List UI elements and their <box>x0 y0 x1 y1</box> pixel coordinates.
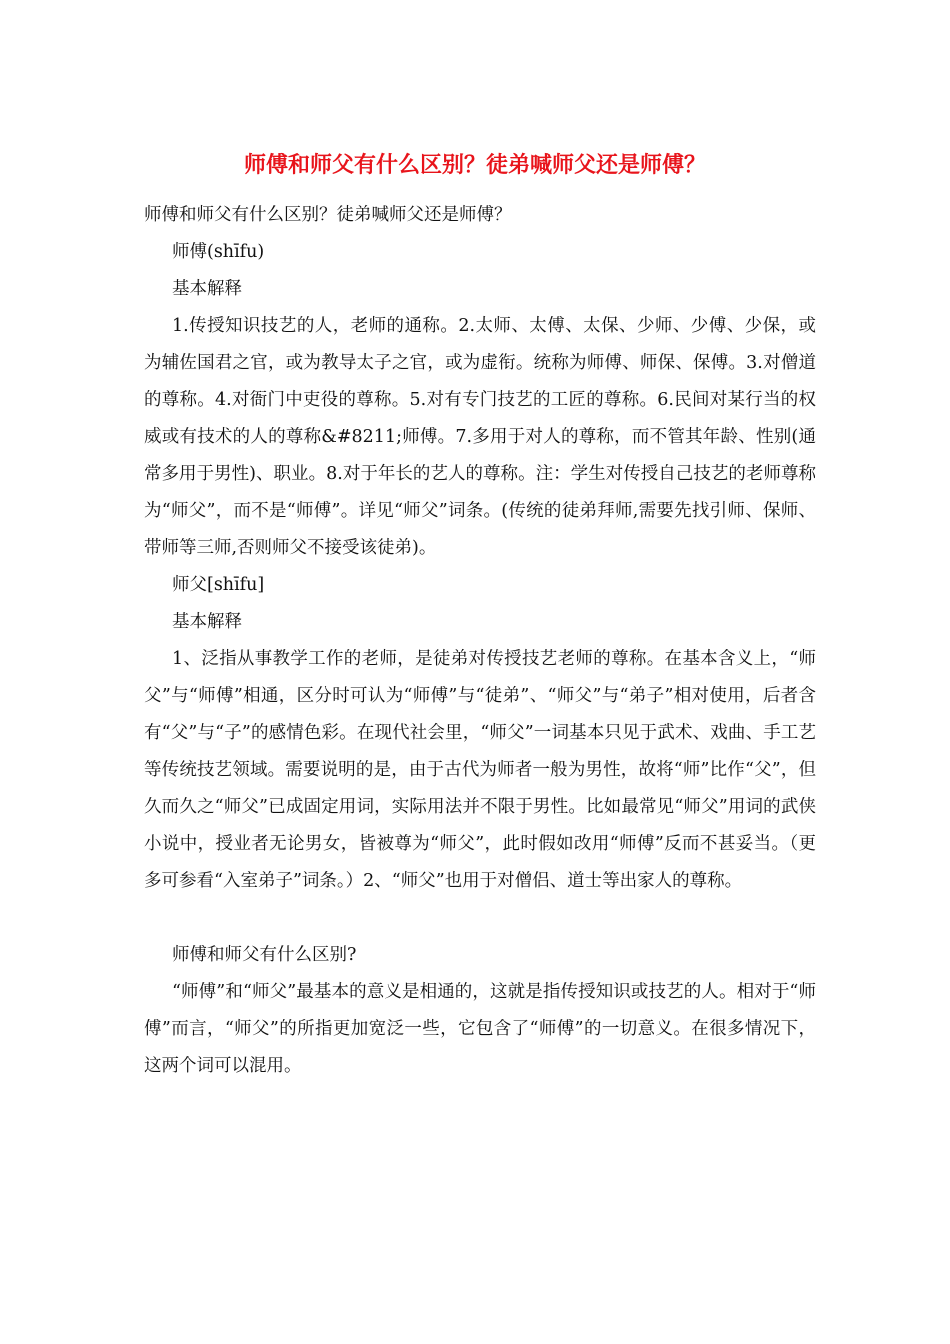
document-body <box>144 197 816 1085</box>
section3-text: “师傅”和“师父”最基本的意义是相通的，这就是指传授知识或技艺的人。相对于“师傅”而言，“师父”的所指更加宽泛一些，它包含了“师傅”的一切意义。在很多情况下，这两个词可以混用。 <box>144 982 816 1076</box>
document-title: 师傅和师父有什么区别？徒弟喊师父还是师傅？ <box>243 153 706 178</box>
section2-text: 1、泛指从事教学工作的老师，是徒弟对传授技艺老师的尊称。在基本含义上，“师父”与“师傅”相通，区分时可认为“师傅”与“徒弟”、“师父”与“弟子”相对使用，后者含有“父”与“子”的感情色彩。在现代社会里，“师父”一词基本只见于武术、戏曲、手工艺等传统技艺领域。需要说明的是，由于古代为师者一般为男性，故将“师”比作“父”，但久而久之“师父”已成固定用词，实际用法并不限于男性。比如最常见“师父”用词的武侠小说中，授业者无论男女，皆被尊为“师父”，此时假如改用“师傅”反而不甚妥当。（更多可参看“入室弟子”词条。）2、“师父”也用于对僧侣、道士等出家人的尊称。 <box>144 649 816 891</box>
document-subtitle: 师傅和师父有什么区别？徒弟喊师父还是师傅？ <box>144 205 512 225</box>
blank-line <box>144 900 816 937</box>
term-shifu-2: 师父[shīfu] <box>172 575 265 595</box>
term-shifu-1: 师傅(shīfu) <box>172 242 265 262</box>
section3-heading: 师傅和师父有什么区别? <box>172 945 357 965</box>
section1-text: 1.传授知识技艺的人，老师的通称。2.太师、太傅、太保、少师、少傅、少保，或为辅佐国君之官，或为教导太子之官，或为虚衔。统称为师傅、师保、保傅。3.对僧道的尊称。4.对衙门中吏役的尊称。5.对有专门技艺的工匠的尊称。6.民间对某行当的权威或有技术的人的尊称&#8211;师傅。7.多用于对人的尊称，而不管其年龄、性别(通常多用于男性)、职业。8.对于年长的艺人的尊称。注：学生对传授自己技艺的老师尊称为“师父”，而不是“师傅”。详见“师父”词条。(传统的徒弟拜师,需要先找引师、保师、带师等三师,否则师父不接受该徒弟)。 <box>144 316 816 558</box>
section1-heading: 基本解释 <box>172 279 242 299</box>
section2-heading: 基本解释 <box>172 612 242 632</box>
